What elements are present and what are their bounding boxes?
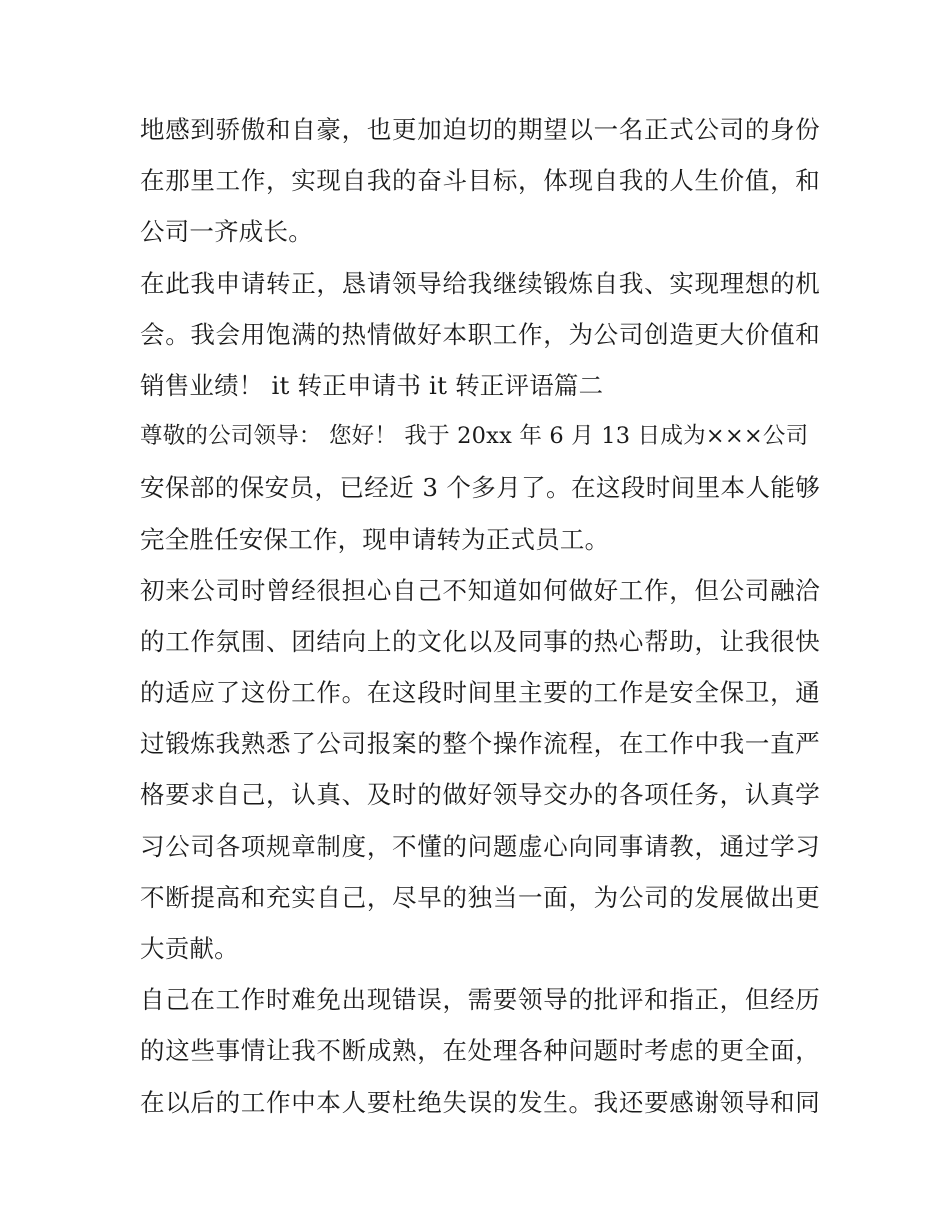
text-line: 销售业绩！ it 转正申请书 it 转正评语篇二 (140, 370, 604, 400)
text-line: 的这些事情让我不断成熟，在处理各种问题时考虑的更全面， (140, 1036, 820, 1066)
text-line: 公司一齐成长。 (140, 217, 313, 247)
text-line: 初来公司时曾经很担心自己不知道如何做好工作，但公司融洽 (140, 575, 820, 605)
text-line: 的适应了这份工作。在这段时间里主要的工作是安全保卫，通 (140, 678, 820, 708)
text-line: 不断提高和充实自己，尽早的独当一面，为公司的发展做出更 (140, 882, 820, 912)
text-line: 过锻炼我熟悉了公司报案的整个操作流程，在工作中我一直严 (140, 729, 820, 759)
text-line: 会。我会用饱满的热情做好本职工作，为公司创造更大价值和 (140, 319, 820, 349)
text-line: 在此我申请转正，恳请领导给我继续锻炼自我、实现理想的机 (140, 268, 820, 298)
text-line: 安保部的保安员，已经近 3 个多月了。在这段时间里本人能够 (140, 473, 820, 503)
text-line: 在那里工作，实现自我的奋斗目标，体现自我的人生价值，和 (140, 166, 820, 196)
text-line: 格要求自己，认真、及时的做好领导交办的各项任务，认真学 (140, 780, 820, 810)
text-line: 的工作氛围、团结向上的文化以及同事的热心帮助，让我很快 (140, 626, 820, 656)
text-line: 大贡献。 (140, 934, 239, 963)
text-line: 自己在工作时难免出现错误，需要领导的批评和指正，但经历 (140, 985, 820, 1015)
text-line: 完全胜任安保工作，现申请转为正式员工。 (140, 524, 610, 554)
text-line: 在以后的工作中本人要杜绝失误的发生。我还要感谢领导和同 (140, 1087, 820, 1117)
text-line: 地感到骄傲和自豪，也更加迫切的期望以一名正式公司的身份 (140, 115, 820, 144)
text-line: 尊敬的公司领导： 您好！ 我于 20xx 年 6 月 13 日成为×××公司 (140, 423, 809, 450)
text-line: 习公司各项规章制度，不懂的问题虚心向同事请教，通过学习 (140, 831, 820, 861)
document-body (140, 104, 820, 1128)
